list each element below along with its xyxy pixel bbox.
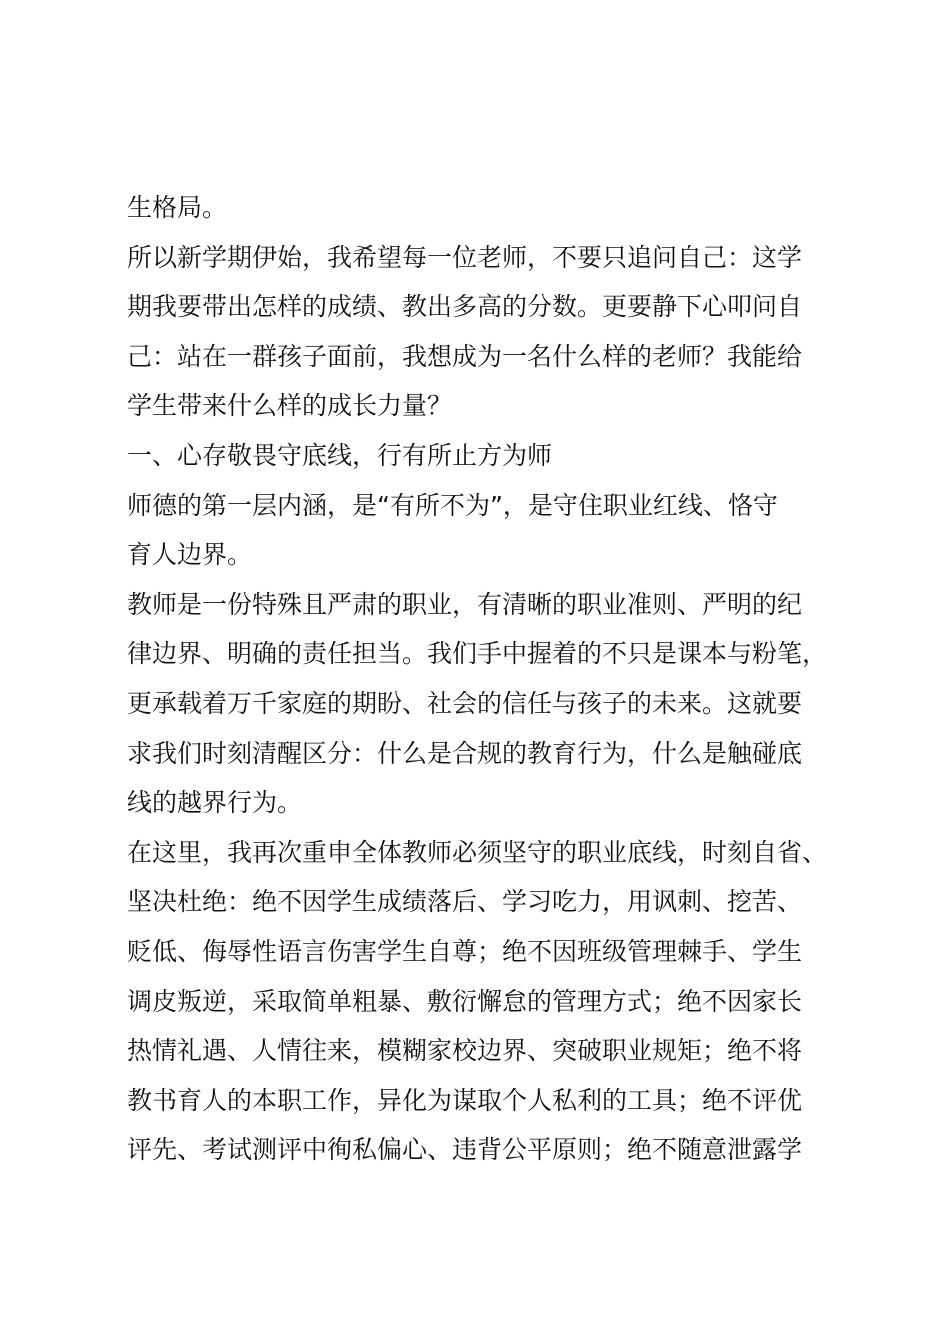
- document-body: [127, 183, 837, 1175]
- paragraph-line: 律边界、明确的责任担当。我们手中握着的不只是课本与粉笔，: [127, 639, 828, 669]
- paragraph-line: 求我们时刻清醒区分：什么是合规的教育行为，什么是触碰底: [127, 738, 803, 768]
- paragraph-line: 育人边界。: [127, 540, 253, 570]
- paragraph-line: 学生带来什么样的成长力量？: [127, 391, 453, 421]
- paragraph-line: 所以新学期伊始，我希望每一位老师，不要只追问自己：这学: [127, 242, 803, 272]
- paragraph-line: 贬低、侮辱性语言伤害学生自尊；绝不因班级管理棘手、学生: [127, 936, 803, 966]
- paragraph-line: 己：站在一群孩子面前，我想成为一名什么样的老师？我能给: [127, 341, 803, 371]
- paragraph-line: 在这里，我再次重申全体教师必须坚守的职业底线，时刻自省、: [127, 837, 828, 867]
- paragraph-line: 坚决杜绝：绝不因学生成绩落后、学习吃力，用讽刺、挖苦、: [127, 887, 803, 917]
- paragraph-line: 期我要带出怎样的成绩、教出多高的分数。更要静下心叩问自: [127, 292, 803, 322]
- paragraph-line: 更承载着万千家庭的期盼、社会的信任与孩子的未来。这就要: [127, 688, 803, 718]
- section-heading: 一、心存敬畏守底线，行有所止方为师: [127, 440, 553, 470]
- paragraph-line: 线的越界行为。: [127, 788, 303, 818]
- paragraph-line: 师德的第一层内涵，是“有所不为”，是守住职业红线、恪守: [127, 490, 778, 520]
- paragraph-line: 评先、考试测评中徇私偏心、违背公平原则；绝不随意泄露学: [127, 1135, 803, 1165]
- paragraph-line: 调皮叛逆，采取简单粗暴、敷衍懈怠的管理方式；绝不因家长: [127, 986, 803, 1016]
- paragraph-line: 热情礼遇、人情往来，模糊家校边界、突破职业规矩；绝不将: [127, 1036, 803, 1066]
- paragraph-line: 教师是一份特殊且严肃的职业，有清晰的职业准则、严明的纪: [127, 589, 803, 619]
- paragraph-line: 教书育人的本职工作，异化为谋取个人私利的工具；绝不评优: [127, 1085, 803, 1115]
- paragraph-line: 生格局。: [127, 193, 228, 222]
